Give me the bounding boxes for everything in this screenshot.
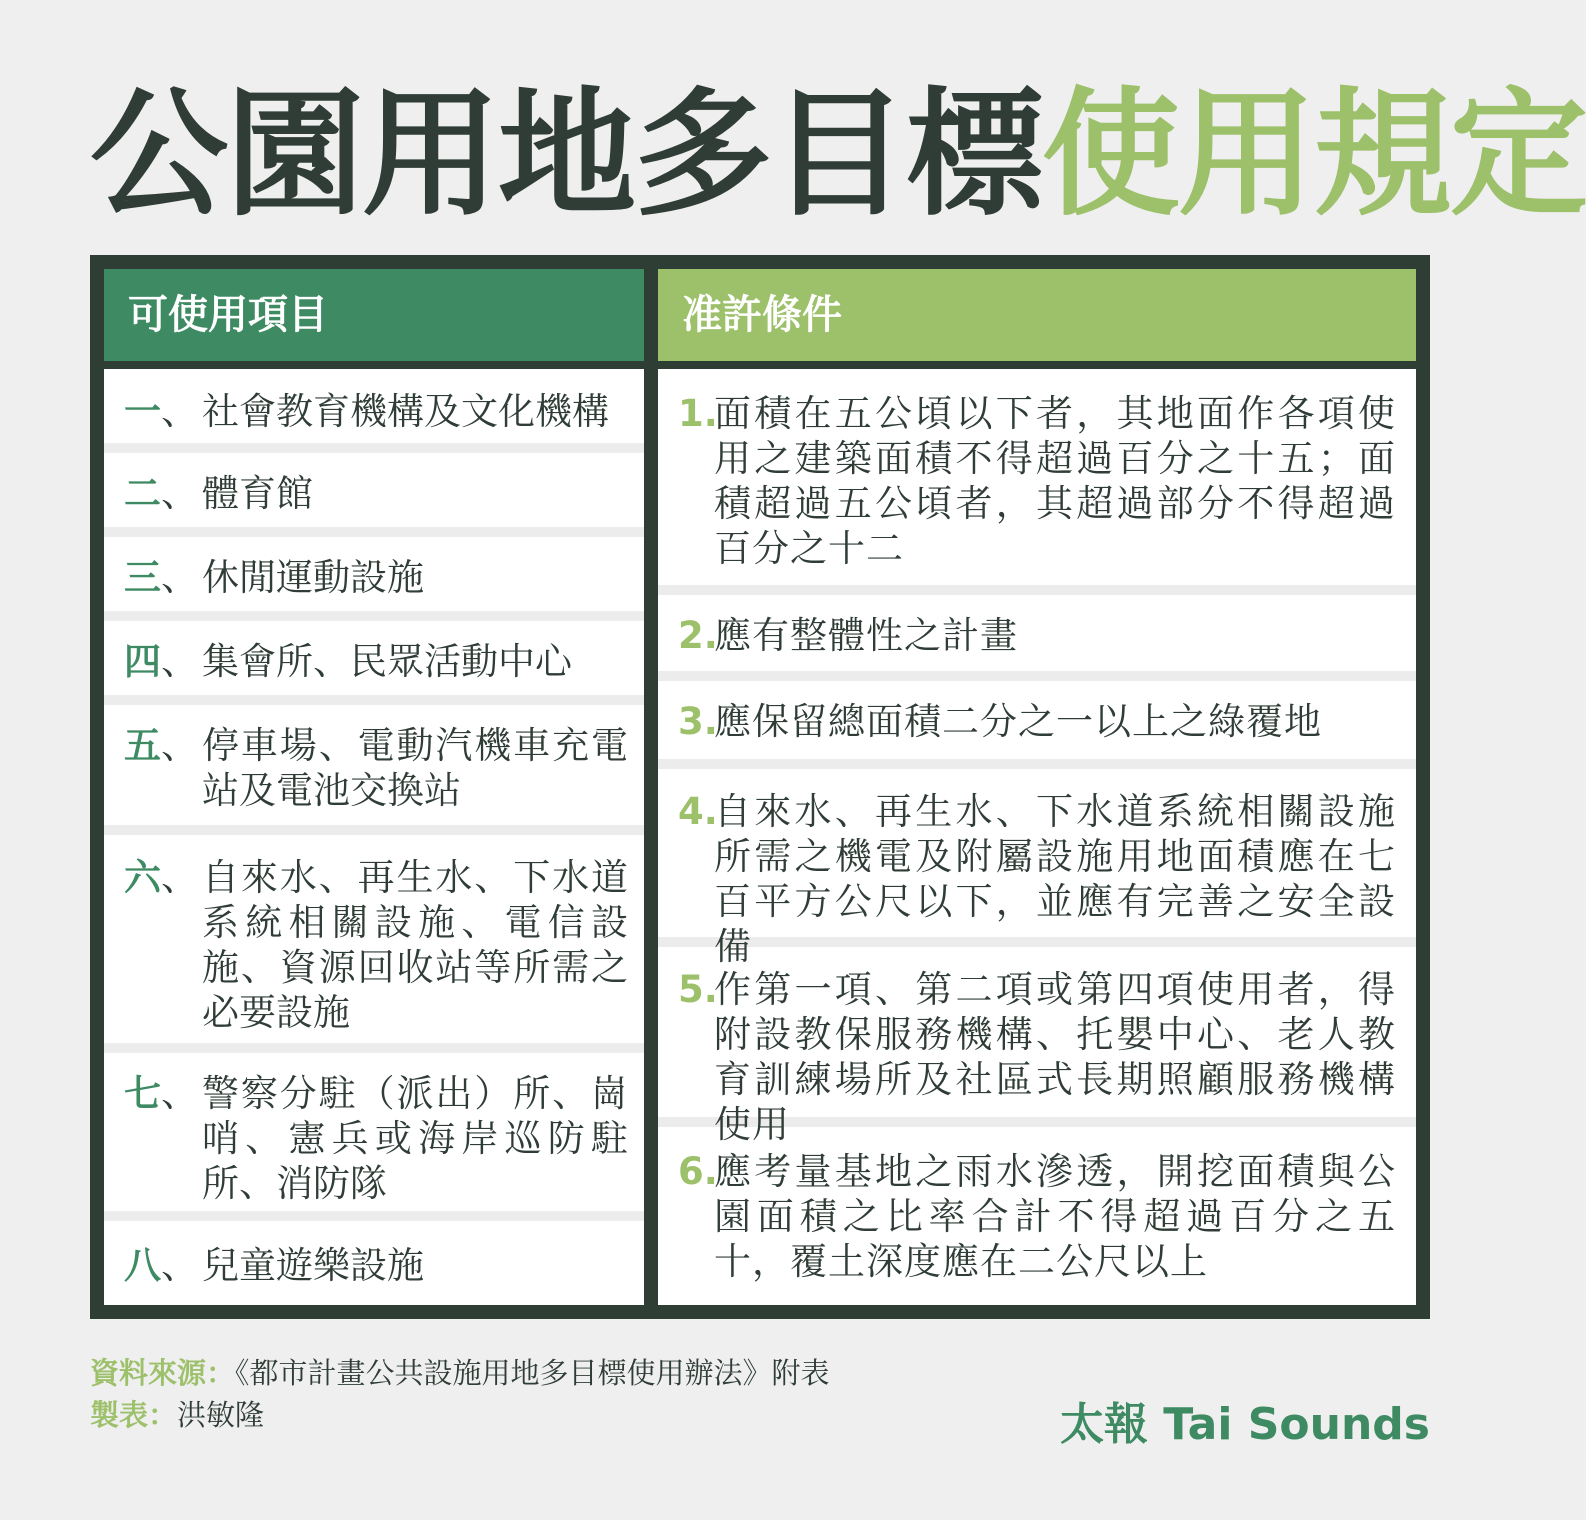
conditions-body (658, 369, 1416, 1305)
item-text: 體育館 (202, 472, 313, 515)
condition-text: 應考量基地之雨水滲透，開挖面積與公園面積之比率合計不得超過百分之五十，覆土深度應在二公尺以上 (714, 1150, 1396, 1283)
condition-row (658, 369, 1416, 595)
page-title (90, 74, 1586, 235)
title-light-part: 使用規定 (1042, 74, 1586, 235)
item-text: 自來水、再生水、下水道系統相關設施、電信設施、資源回收站等所需之必要設施 (202, 856, 628, 1034)
items-column (104, 269, 644, 1305)
condition-row (658, 947, 1416, 1146)
item-row: 六、 自來水、再生水、下水道系統相關設施、電信設施、資源回收站等所需之必要設施 (104, 835, 644, 1053)
item-row: 一、 社會教育機構及文化機構 (104, 369, 644, 453)
item-row: 七、 警察分駐（派出）所、崗哨、憲兵或海岸巡防駐所、消防隊 (104, 1053, 644, 1221)
item-text: 停車場、電動汽機車充電站及電池交換站 (202, 724, 628, 812)
condition-text: 應保留總面積二分之一以上之綠覆地 (714, 700, 1322, 743)
condition-number: 4. (678, 790, 718, 833)
item-text: 休閒運動設施 (202, 556, 424, 599)
rules-table (90, 255, 1430, 1319)
brand-logo: 太報 Tai Sounds (1059, 1399, 1430, 1450)
condition-row (658, 769, 1416, 968)
title-dark-part: 公園用地多目標 (90, 74, 1043, 235)
item-number: 二 (124, 472, 161, 515)
condition-text: 應有整體性之計畫 (714, 614, 1018, 657)
item-text: 警察分駐（派出）所、崗哨、憲兵或海岸巡防駐所、消防隊 (202, 1072, 628, 1205)
source-label: 資料來源： (90, 1356, 236, 1390)
condition-text: 自來水、再生水、下水道系統相關設施所需之機電及附屬設施用地面積應在七百平方公尺以下，並應有完善之安全設備 (714, 790, 1396, 968)
conditions-header: 准許條件 (658, 269, 1416, 361)
item-number: 五 (124, 724, 161, 767)
condition-number: 3. (678, 700, 718, 743)
condition-number: 5. (678, 968, 718, 1011)
item-row: 三、 休閒運動設施 (104, 537, 644, 621)
item-number: 三 (124, 556, 161, 599)
source-credits (90, 1352, 830, 1436)
condition-number: 6. (678, 1150, 718, 1193)
condition-number: 1. (678, 392, 718, 435)
condition-row (658, 1127, 1416, 1305)
item-number: 六 (124, 856, 161, 899)
item-row: 八、 兒童遊樂設施 (104, 1221, 644, 1305)
item-row: 五、 停車場、電動汽機車充電站及電池交換站 (104, 705, 644, 835)
item-text: 兒童遊樂設施 (202, 1244, 424, 1287)
condition-row (658, 595, 1416, 681)
item-number: 四 (124, 640, 161, 683)
item-text: 集會所、民眾活動中心 (202, 640, 572, 683)
item-number: 八 (124, 1244, 161, 1287)
condition-text: 作第一項、第二項或第四項使用者，得附設教保服務機構、托嬰中心、老人教育訓練場所及社區式長期照顧服務機構使用 (714, 968, 1396, 1146)
item-number: 一 (124, 390, 161, 433)
source-text: 《都市計畫公共設施用地多目標使用辦法》附表 (235, 1356, 830, 1390)
condition-number: 2. (678, 614, 718, 657)
conditions-column (658, 269, 1416, 1305)
item-number: 七 (124, 1072, 161, 1115)
item-row: 四、 集會所、民眾活動中心 (104, 621, 644, 705)
items-header: 可使用項目 (104, 269, 644, 361)
condition-text: 面積在五公頃以下者，其地面作各項使用之建築面積不得超過百分之十五；面積超過五公頃者，其超過部分不得超過百分之十二 (714, 392, 1396, 570)
maker-text: 洪敏隆 (177, 1398, 265, 1432)
item-row: 二、 體育館 (104, 453, 644, 537)
condition-row (658, 681, 1416, 769)
item-text: 社會教育機構及文化機構 (202, 390, 609, 433)
maker-label: 製表： (90, 1398, 178, 1432)
items-body (104, 369, 644, 1305)
